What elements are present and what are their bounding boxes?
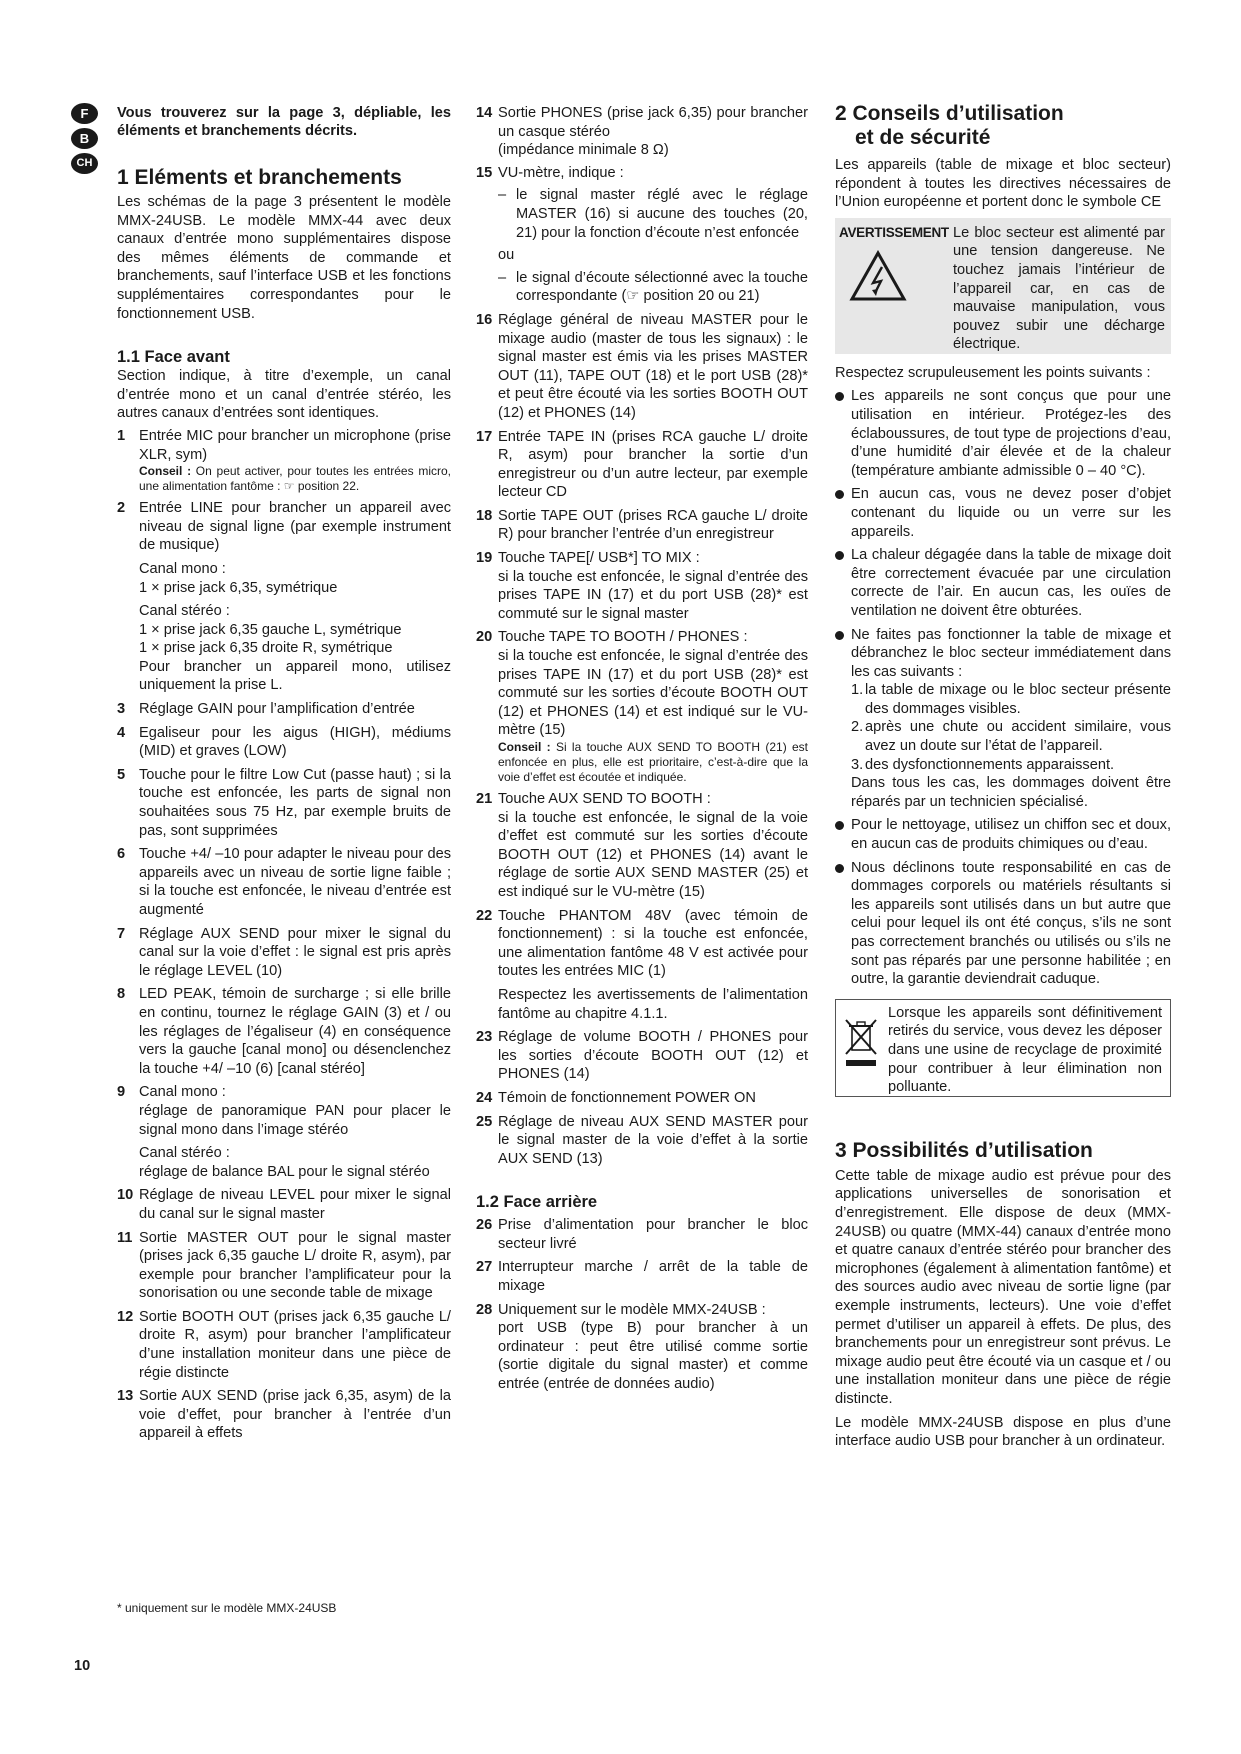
dash-mark: –: [498, 269, 507, 286]
paragraph: Cette table de mixage audio est prévue pour des applications universelles de sonorisation et d’enregistrement. Elle dispose de deux (MMX-24USB) ou quatre (MMX-44) canaux d’entrée mono et quatre canaux d’entrée stéréo pour brancher des microphones (également à alimentation fantôme) et des sources audio avec niveau de sortie ligne (par exemple instruments, lecteurs). Une voie d’effet permet d’utiliser un appareil à effets. De plus, des branchements pour un enregistreur sont prévus. Le mixage audio peut être écouté via un casque et / ou une installation moniteur dans une pièce de régie distincte.: [835, 1167, 1171, 1407]
recycling-box: [835, 999, 1171, 1097]
item-text: Touche pour le filtre Low Cut (passe haut) ; si la touche est enfoncée, les parts de signal non souhaitées sous 75 Hz, par exemple bruits de pas, sont supprimées: [139, 766, 451, 839]
item-number: 24: [476, 1089, 493, 1106]
item-text: Sortie AUX SEND (prise jack 6,35, asym) de la voie d’effet, pour brancher à l’entrée d’un appareil à effets: [139, 1388, 451, 1442]
item-text: Sortie TAPE OUT (prises RCA gauche L/ droite R) pour brancher l’entrée d’un enregistreur: [498, 507, 808, 543]
bullet-item: [835, 859, 1171, 989]
item-11: [117, 1229, 451, 1303]
column-1: [117, 104, 451, 1443]
column-3: [835, 102, 1171, 1451]
item-subtext: 1 × prise jack 6,35, symétrique: [139, 579, 338, 596]
bullet-item: [835, 387, 1171, 480]
item-number: 6: [117, 846, 126, 863]
item-subtext: réglage de balance BAL pour le signal stéréo: [139, 1163, 430, 1180]
bullet-icon: [835, 551, 844, 560]
footnote: * uniquement sur le modèle MMX-24USB: [117, 1601, 337, 1615]
item-subheading: Uniquement sur le modèle MMX-24USB :: [498, 1301, 766, 1318]
item-number: 3: [117, 701, 126, 718]
item-text: Sortie BOOTH OUT (prises jack 6,35 gauche L/ droite R, asym) pour brancher l’amplificateur d’une installation moniteur dans une pièce de régie distincte: [139, 1308, 451, 1381]
item-13: [117, 1387, 451, 1443]
item-number: 27: [476, 1259, 493, 1276]
heading-1-2: 1.2 Face arrière: [476, 1193, 598, 1212]
item-number: 16: [476, 311, 493, 328]
item-14: [476, 104, 808, 141]
bullet-text: Ne faites pas fonctionner la table de mixage et débranchez le bloc secteur immédiatement dans les cas suivants :: [851, 626, 1171, 680]
item-text: Témoin de fonctionnement POWER ON: [498, 1089, 756, 1106]
bullet-icon: [835, 392, 844, 401]
item-6: [117, 845, 451, 919]
bullet-item: [835, 626, 1171, 682]
item-text: Réglage de niveau LEVEL pour mixer le signal du canal sur le signal master: [139, 1187, 451, 1222]
item-subheading: Canal mono :: [139, 560, 226, 577]
item-text: Sortie MASTER OUT pour le signal master (prises jack 6,35 gauche L/ droite R, asym), par exemple pour brancher l’amplificateur pour la sonorisation ou une seconde table de mixage: [139, 1229, 451, 1302]
item-25: [476, 1113, 808, 1169]
item-subheading: Touche TAPE[/ USB*] TO MIX :: [498, 550, 700, 567]
list-text: des dysfonctionnements apparaissent.: [865, 756, 1115, 773]
bullet-text: Nous déclinons toute responsabilité en cas de dommages corporels ou matériels résultants si les appareils sont utilisés dans un but autre que celui pour lequel ils ont été conçus, s’ils ne sont pas correctement branchés ou utilisés ou s’ils ne sont pas réparés par une personne habilitée ; en outre, la garantie deviendrait caduque.: [851, 859, 1171, 988]
item-text: LED PEAK, témoin de surcharge ; si elle brille en continu, tournez le réglage GAIN (3) et / ou les réglages de l’égaliseur (4) en conséquence vers la gauche [canal mono] ou désenclenchez la touche +4/ –10 (6) [canal stéréo]: [139, 986, 451, 1077]
item-18: [476, 507, 808, 544]
item-8: [117, 985, 451, 1078]
item-subheading: Canal stéréo :: [139, 1145, 230, 1162]
item-23: [476, 1028, 808, 1084]
item-17: [476, 428, 808, 502]
bullet-text: Pour le nettoyage, utilisez un chiffon sec et doux, en aucun cas de produits chimiques ou d’eau.: [851, 817, 1171, 853]
language-badge-b: B: [71, 128, 98, 149]
item-28: [476, 1301, 808, 1320]
item-subtext: si la touche est enfoncée, le signal d’entrée des prises TAPE IN (17) et du port USB (28)* est commuté sur le signal master: [498, 568, 808, 622]
item-10: [117, 1186, 451, 1223]
bullet-item: [835, 546, 1171, 620]
dash-item: [476, 269, 808, 306]
heading-section-2-line-2: et de sécurité: [855, 126, 991, 149]
numbered-item: [835, 681, 1171, 718]
paragraph: Section indique, à titre d’exemple, un canal d’entrée mono et un canal d’entrée stéréo, les autres canaux d’entrées sont identiques.: [117, 368, 451, 422]
dash-item: [476, 186, 808, 242]
item-1: [117, 427, 451, 464]
item-number: 19: [476, 550, 493, 567]
item-number: 10: [117, 1187, 134, 1204]
recycling-text: Lorsque les appareils sont définitivement retirés du service, vous devez les déposer dans une usine de recyclage de proximité pour contribuer à leur élimination non polluante.: [888, 1004, 1162, 1096]
item-subheading: Touche AUX SEND TO BOOTH :: [498, 791, 711, 807]
item-text: Touche +4/ –10 pour adapter le niveau pour des appareils avec un niveau de sortie ligne faible ; si la touche est enfoncée, le niveau d’entrée est augmenté: [139, 846, 451, 918]
high-voltage-warning-icon: [849, 250, 907, 302]
item-subtext: ou: [498, 247, 515, 264]
bullet-icon: [835, 490, 844, 499]
language-badges: [71, 103, 101, 178]
item-number: 18: [476, 507, 493, 524]
paragraph: Les schémas de la page 3 présentent le modèle MMX-24USB. Le modèle MMX-44 avec deux canaux d’entrée mono supplémentaires dispose des mêmes éléments de commande et branchements, sauf l’interface USB et les fonctions supplémentaires correspondantes pour le fonctionnement USB.: [117, 194, 451, 322]
tip-text: On peut activer, pour toutes les entrées micro, une alimentation fantôme : ☞ position 22.: [139, 464, 451, 494]
item-number: 22: [476, 907, 493, 924]
column-2: [476, 104, 808, 1394]
item-24: [476, 1089, 808, 1108]
heading-section-3: 3 Possibilités d’utilisation: [835, 1138, 1093, 1162]
dash-mark: –: [498, 187, 507, 204]
item-number: 15: [476, 164, 493, 181]
heading-section-2: 2 Conseils d’utilisation: [835, 102, 1064, 125]
item-number: 8: [117, 986, 126, 1003]
paragraph: Les appareils (table de mixage et bloc secteur) répondent à toutes les directives nécessaires de l’Union européenne et portent donc le symbole CE: [835, 157, 1171, 211]
item-text: Touche PHANTOM 48V (avec témoin de fonctionnement) : si la touche est enfoncée, une alimentation fantôme 48 V est activée pour toutes les entrées MIC (1): [498, 907, 808, 980]
list-text: après une chute ou accident similaire, vous avez un doute sur l’état de l’appareil.: [865, 719, 1171, 755]
item-number: 13: [117, 1388, 134, 1405]
item-20: [476, 628, 808, 647]
item-5: [117, 766, 451, 840]
list-number: 1.: [851, 682, 864, 699]
page-number: 10: [74, 1658, 91, 1674]
item-subtext: 1 × prise jack 6,35 droite R, symétrique: [139, 640, 393, 657]
item-7: [117, 925, 451, 981]
item-number: 28: [476, 1301, 493, 1318]
list-text: la table de mixage ou le bloc secteur présente des dommages visibles.: [865, 682, 1171, 717]
item-number: 23: [476, 1029, 493, 1046]
item-12: [117, 1308, 451, 1382]
list-number: 2.: [851, 719, 864, 736]
item-3: [117, 700, 451, 719]
warning-text: Le bloc secteur est alimenté par une tension dangereuse. Ne touchez jamais l’intérieur de l’appareil car, en cas de mauvaise manipulation, vous pouvez subir une décharge électrique.: [953, 224, 1165, 353]
item-number: 17: [476, 428, 493, 445]
item-subtext: port USB (type B) pour brancher à un ordinateur : peut être utilisé comme sortie (sortie digitale du signal master) et comme entrée (entrée de données audio): [498, 1320, 808, 1393]
item-16: [476, 311, 808, 423]
bullet-text: La chaleur dégagée dans la table de mixage doit être correctement évacuée par une circulation correcte de l’air. En aucun cas, les ouïes de ventilation ne doivent être obturées.: [851, 547, 1171, 619]
item-2: [117, 499, 451, 555]
dash-text: le signal d’écoute sélectionné avec la touche correspondante (☞ position 20 ou 21): [516, 269, 808, 305]
item-subtext: 1 × prise jack 6,35 gauche L, symétrique: [139, 621, 402, 638]
paragraph: Le modèle MMX-24USB dispose en plus d’une interface audio USB pour brancher à un ordinateur.: [835, 1414, 1171, 1450]
item-subheading: Touche TAPE TO BOOTH / PHONES :: [498, 629, 748, 646]
item-subheading: Canal stéréo :: [139, 603, 230, 620]
item-number: 9: [117, 1084, 126, 1101]
item-subtext: Pour brancher un appareil mono, utilisez uniquement la prise L.: [139, 658, 451, 694]
bullet-icon: [835, 631, 844, 640]
language-badge-f: F: [71, 103, 98, 124]
tip-label: Conseil :: [498, 740, 551, 754]
item-number: 14: [476, 105, 493, 121]
tip-label: Conseil :: [139, 464, 192, 479]
item-26: [476, 1216, 808, 1253]
heading-1-1: 1.1 Face avant: [117, 348, 230, 367]
bullet-text: En aucun cas, vous ne devez poser d’objet contenant du liquide ou un verre sur les appareils.: [851, 486, 1171, 540]
bullet-icon: [835, 821, 844, 830]
item-text: Prise d’alimentation pour brancher le bloc secteur livré: [498, 1217, 808, 1252]
item-subtext: Respectez les avertissements de l’alimentation fantôme au chapitre 4.1.1.: [498, 986, 808, 1022]
item-27: [476, 1258, 808, 1295]
item-15: [476, 164, 808, 183]
item-number: 25: [476, 1113, 493, 1130]
item-text: Entrée LINE pour brancher un appareil avec niveau de signal ligne (par exemple instrument de musique): [139, 500, 451, 554]
tip-note: [117, 464, 451, 494]
item-number: 11: [117, 1229, 133, 1246]
item-text: Réglage de volume BOOTH / PHONES pour les sorties d’écoute BOOTH OUT (12) et PHONES (14): [498, 1029, 808, 1083]
item-text: Réglage AUX SEND pour mixer le signal du canal sur la voie d’effet : le signal est pris après le réglage LEVEL (10): [139, 925, 451, 979]
item-subtext: réglage de panoramique PAN pour placer le signal mono dans l’image stéréo: [139, 1102, 451, 1138]
item-text: Entrée TAPE IN (prises RCA gauche L/ droite R, asym) pour brancher la sortie d’un enregistreur ou d’un autre lecteur, par exemple lecteur CD: [498, 428, 808, 501]
item-subtext: si la touche est enfoncée, le signal d’entrée des prises TAPE IN (17) et du port USB (28)* est commuté sur les sorties d’écoute BOOTH OUT (12) et PHONES (14) et est indiqué sur le VU-mètre (15): [498, 648, 808, 739]
language-badge-ch: CH: [71, 153, 98, 174]
warning-box: [835, 218, 1171, 354]
item-22: [476, 907, 808, 981]
item-text: VU-mètre, indique :: [498, 164, 624, 181]
numbered-item: [835, 718, 1171, 755]
item-text: Interrupteur marche / arrêt de la table de mixage: [498, 1259, 808, 1295]
bullet-item: [835, 816, 1171, 853]
item-4: [117, 724, 451, 761]
warning-label: AVERTISSEMENT: [839, 224, 949, 240]
crossed-bin-icon: [844, 1016, 878, 1068]
item-19: [476, 549, 808, 568]
bullet-text: Les appareils ne sont conçus que pour une utilisation en intérieur. Protégez-les des éclaboussures, de tout type de projections d’eau, d’une humidité d’air élevée et de la chaleur (température ambiante admissible 0 – 40 °C).: [851, 388, 1171, 479]
dash-text: le signal master réglé avec le réglage MASTER (16) si aucune des touches (20, 21) pour la fonction d’écoute n’est enfoncée: [516, 187, 808, 241]
item-text: Réglage général de niveau MASTER pour le mixage audio (master de tous les signaux) : le signal master est émis via les prises MASTER OUT (11), TAPE OUT (18) et le port USB (28)* et peut être écouté via les sorties BOOTH OUT (12) et PHONES (14): [498, 311, 808, 421]
item-number: 7: [117, 925, 126, 942]
tip-note: [476, 740, 808, 785]
bullet-item: [835, 485, 1171, 541]
item-number: 5: [117, 766, 126, 783]
item-subtext: si la touche est enfoncée, le signal de la voie d’effet est commuté sur les sorties d’écoute BOOTH OUT (12) et PHONES (14) avant le réglage de sortie AUX SEND MASTER (25) et est indiqué sur le VU-mètre (15): [498, 809, 808, 900]
item-subtext: (impédance minimale 8 Ω): [498, 142, 669, 159]
bullet-continuation: Dans tous les cas, les dommages doivent être réparés par un technicien spécialisé.: [851, 775, 1171, 810]
numbered-item: [835, 756, 1171, 775]
item-text: Entrée MIC pour brancher un microphone (prise XLR, sym): [139, 427, 451, 463]
item-text: Sortie PHONES (prise jack 6,35) pour brancher un casque stéréo: [498, 105, 808, 140]
bullet-icon: [835, 864, 844, 873]
item-number: 20: [476, 629, 493, 646]
list-number: 3.: [851, 756, 864, 773]
item-subheading: Canal mono :: [139, 1084, 226, 1101]
item-number: 2: [117, 500, 126, 517]
intro-text: Vous trouverez sur la page 3, dépliable, les éléments et branchements décrits.: [117, 105, 451, 139]
item-number: 1: [117, 427, 126, 444]
item-number: 12: [117, 1308, 134, 1325]
item-number: 26: [476, 1217, 493, 1234]
item-text: Réglage de niveau AUX SEND MASTER pour le signal master de la voie d’effet à la sortie AUX SEND (13): [498, 1113, 808, 1167]
heading-section-1: 1 Eléments et branchements: [117, 166, 402, 189]
tip-text: Si la touche AUX SEND TO BOOTH (21) est enfoncée en plus, elle est prioritaire, c’est-à-dire que la voie d’effet est écoutée et indiquée.: [498, 740, 808, 784]
item-9: [117, 1083, 451, 1102]
item-21: [476, 790, 808, 809]
paragraph: Respectez scrupuleusement les points suivants :: [835, 364, 1151, 381]
item-text: Réglage GAIN pour l’amplification d’entrée: [139, 701, 415, 718]
item-number: 4: [117, 724, 126, 741]
item-number: 21: [476, 791, 493, 807]
item-text: Egaliseur pour les aigus (HIGH), médiums (MID) et graves (LOW): [139, 724, 451, 760]
